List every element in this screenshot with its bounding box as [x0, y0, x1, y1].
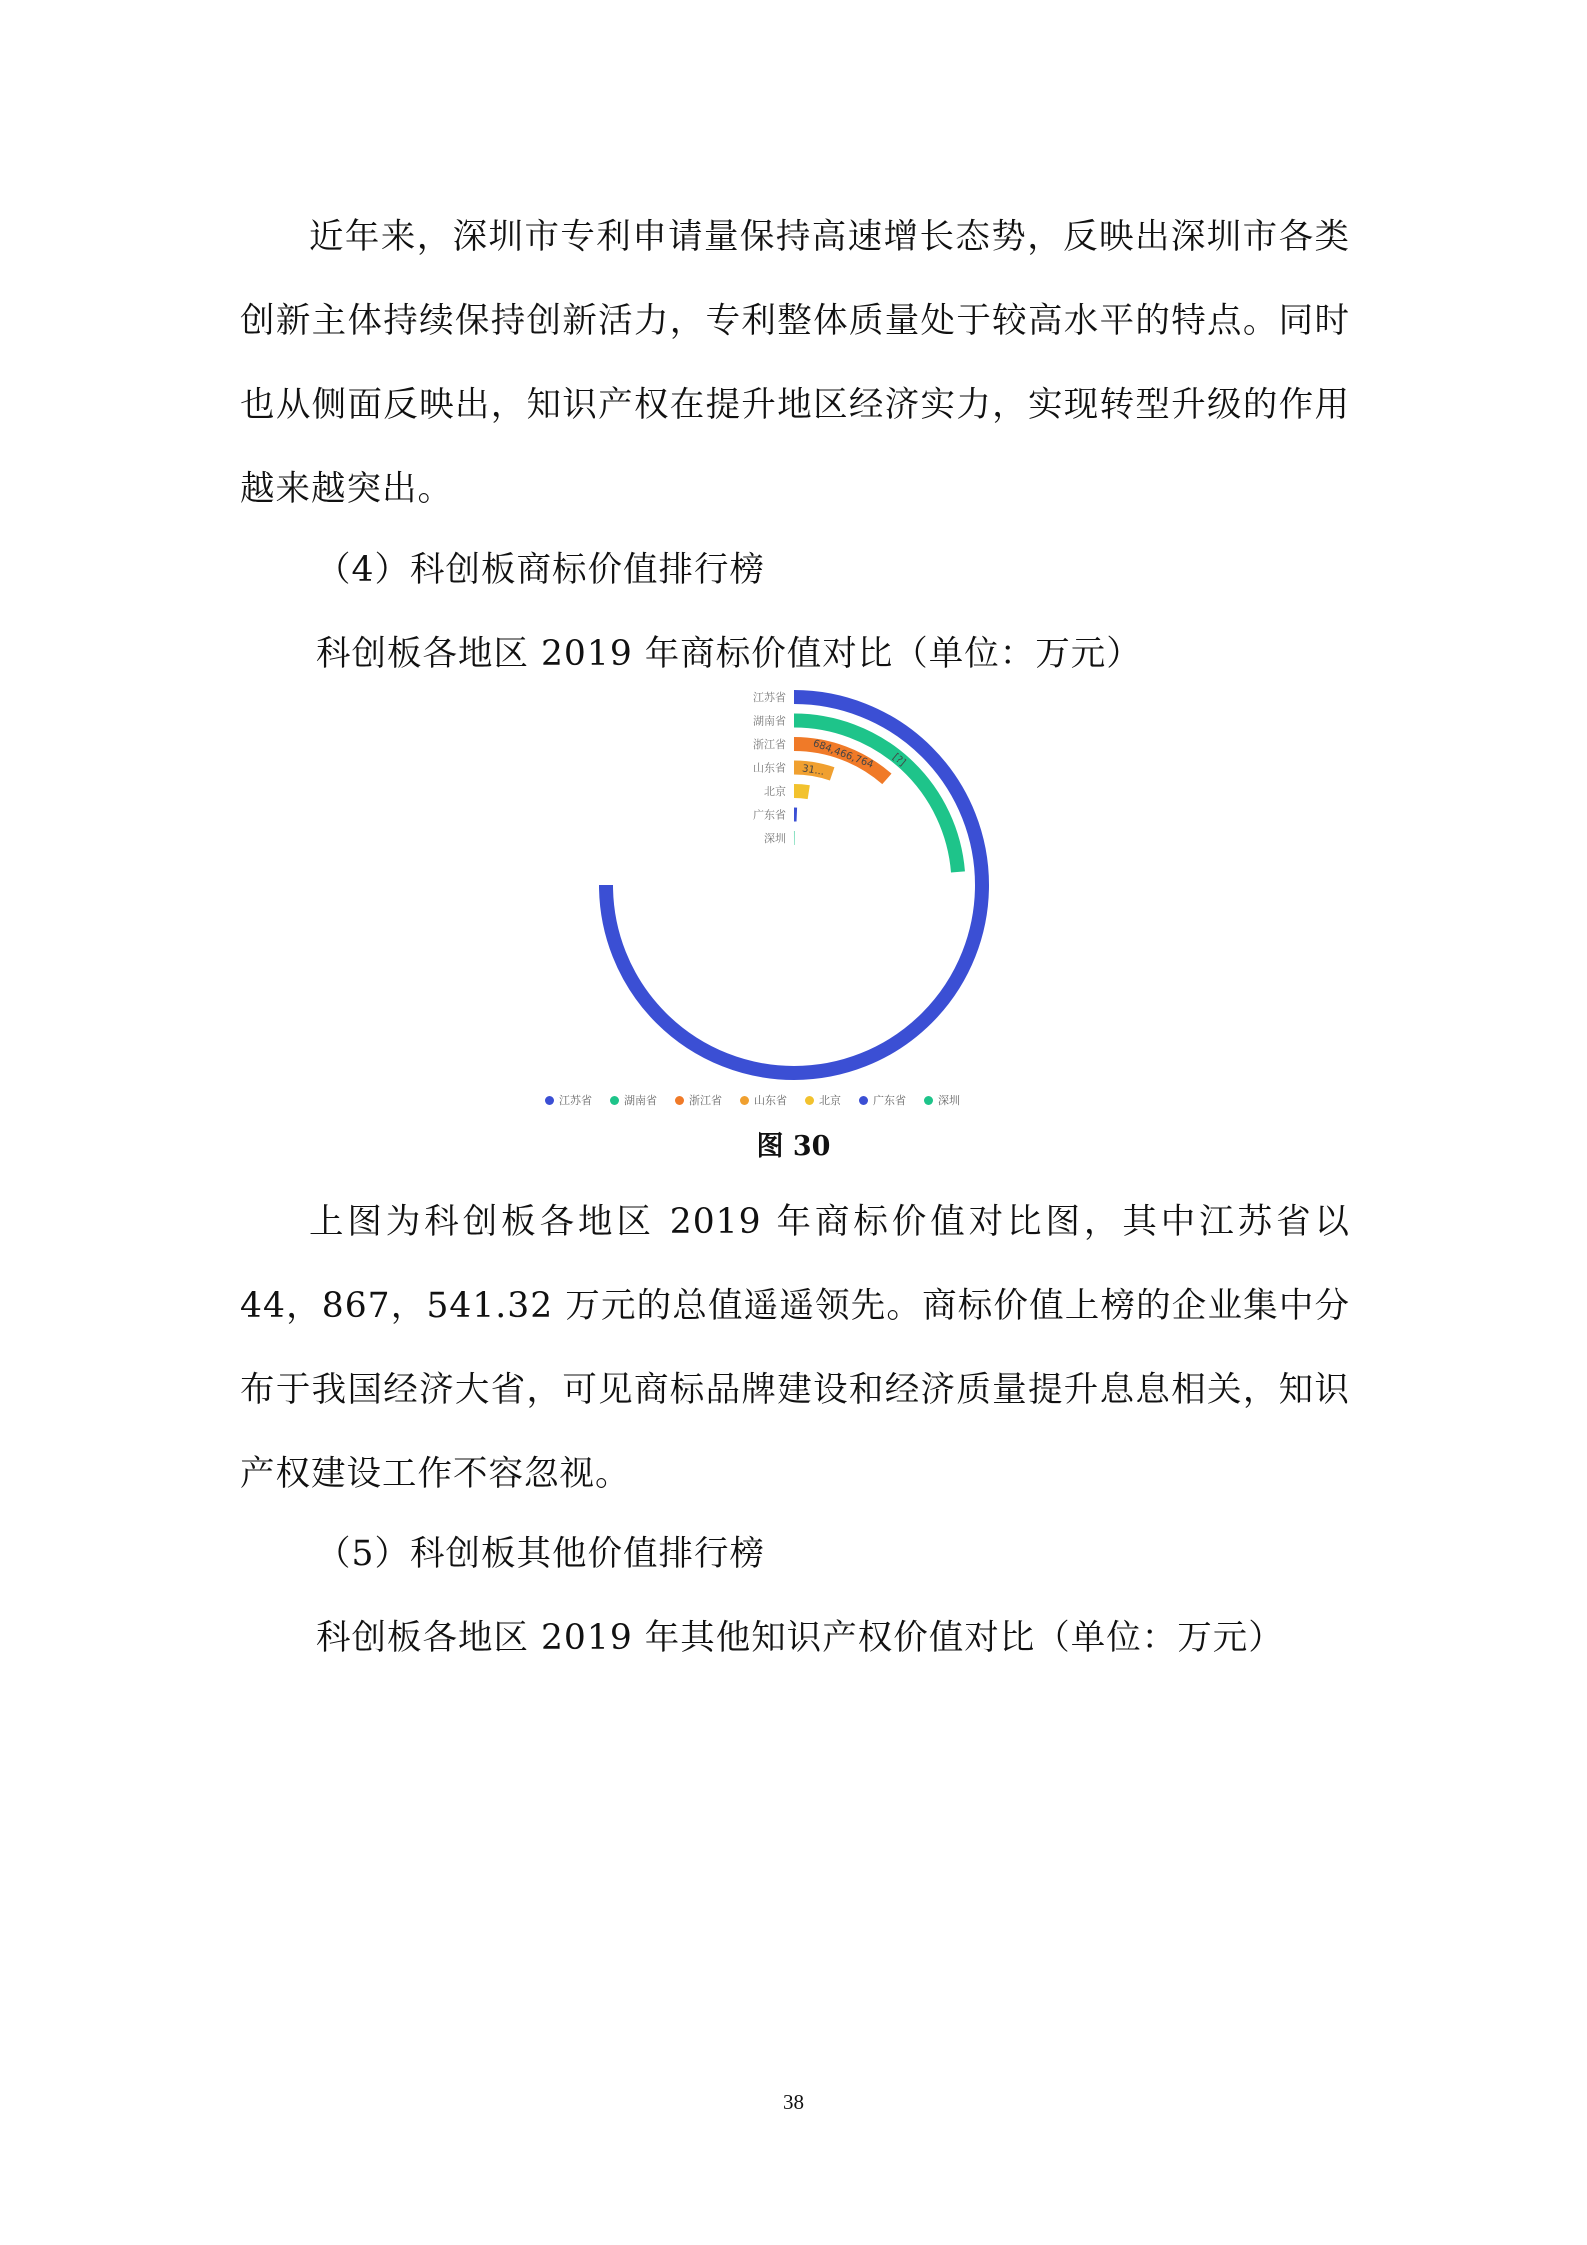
figure-caption: 图 30: [756, 1131, 831, 1162]
legend-dot-icon: [675, 1096, 684, 1105]
legend-label: 北京: [819, 1094, 841, 1107]
axis-label-深圳: 深圳: [764, 832, 786, 845]
legend-dot-icon: [610, 1096, 619, 1105]
axis-label-江苏省: 江苏省: [753, 691, 786, 704]
legend-item-江苏省[interactable]: [545, 1092, 592, 1108]
axis-label-北京: 北京: [764, 785, 786, 798]
bar-北京: [794, 791, 809, 792]
chart-title: 科创板各地区 2019 年商标价值对比（单位：万元）: [316, 634, 1142, 674]
legend-label: 浙江省: [689, 1094, 722, 1107]
legend-label: 广东省: [873, 1094, 906, 1107]
legend-label: 山东省: [754, 1094, 787, 1107]
legend-label: 江苏省: [559, 1094, 592, 1107]
analysis-paragraph: 上图为科创板各地区 2019 年商标价值对比图，其中江苏省以 44，867，541.32 万元的总值遥遥领先。商标价值上榜的企业集中分布于我国经济大省，可见商标品牌建设和经济质量提升息息相关，知识产权建设工作不容忽视。: [240, 1202, 1350, 1494]
legend-item-深圳[interactable]: [924, 1092, 960, 1108]
data-label-浙江省: 684,466,764: [811, 738, 875, 771]
legend-dot-icon: [545, 1096, 554, 1105]
axis-label-广东省: 广东省: [753, 808, 786, 822]
axis-label-浙江省: 浙江省: [753, 738, 786, 751]
legend-item-广东省[interactable]: [859, 1092, 906, 1108]
data-label-山东省: 31...: [801, 763, 825, 778]
bar-江苏省: [606, 697, 982, 1073]
legend-dot-icon: [805, 1096, 814, 1105]
intro-paragraph: 近年来，深圳市专利申请量保持高速增长态势，反映出深圳市各类创新主体持续保持创新活力，专利整体质量处于较高水平的特点。同时也从侧面反映出，知识产权在提升地区经济实力，实现转型升级的作用越来越突出。: [240, 217, 1350, 509]
page-number: 38: [783, 2090, 804, 2114]
legend-label: 湖南省: [624, 1094, 657, 1107]
chart-legend: [545, 1090, 960, 1110]
axis-label-山东省: 山东省: [753, 761, 786, 775]
other-chart-title: 科创板各地区 2019 年其他知识产权价值对比（单位：万元）: [316, 1618, 1284, 1658]
legend-item-山东省[interactable]: [740, 1092, 787, 1108]
legend-dot-icon: [740, 1096, 749, 1105]
section-heading-5: （5）科创板其他价值排行榜: [316, 1534, 765, 1574]
data-label-湖南省: [?]: [890, 751, 908, 769]
legend-dot-icon: [924, 1096, 933, 1105]
trademark-radial-chart: [530, 690, 1050, 1110]
axis-label-湖南省: 湖南省: [753, 714, 786, 728]
section-heading-4: （4）科创板商标价值排行榜: [316, 550, 765, 590]
legend-item-北京[interactable]: [805, 1092, 841, 1108]
chart-svg: [530, 690, 1050, 1110]
legend-label: 深圳: [938, 1094, 960, 1107]
legend-item-浙江省[interactable]: [675, 1092, 722, 1108]
legend-dot-icon: [859, 1096, 868, 1105]
legend-item-湖南省[interactable]: [610, 1092, 657, 1108]
